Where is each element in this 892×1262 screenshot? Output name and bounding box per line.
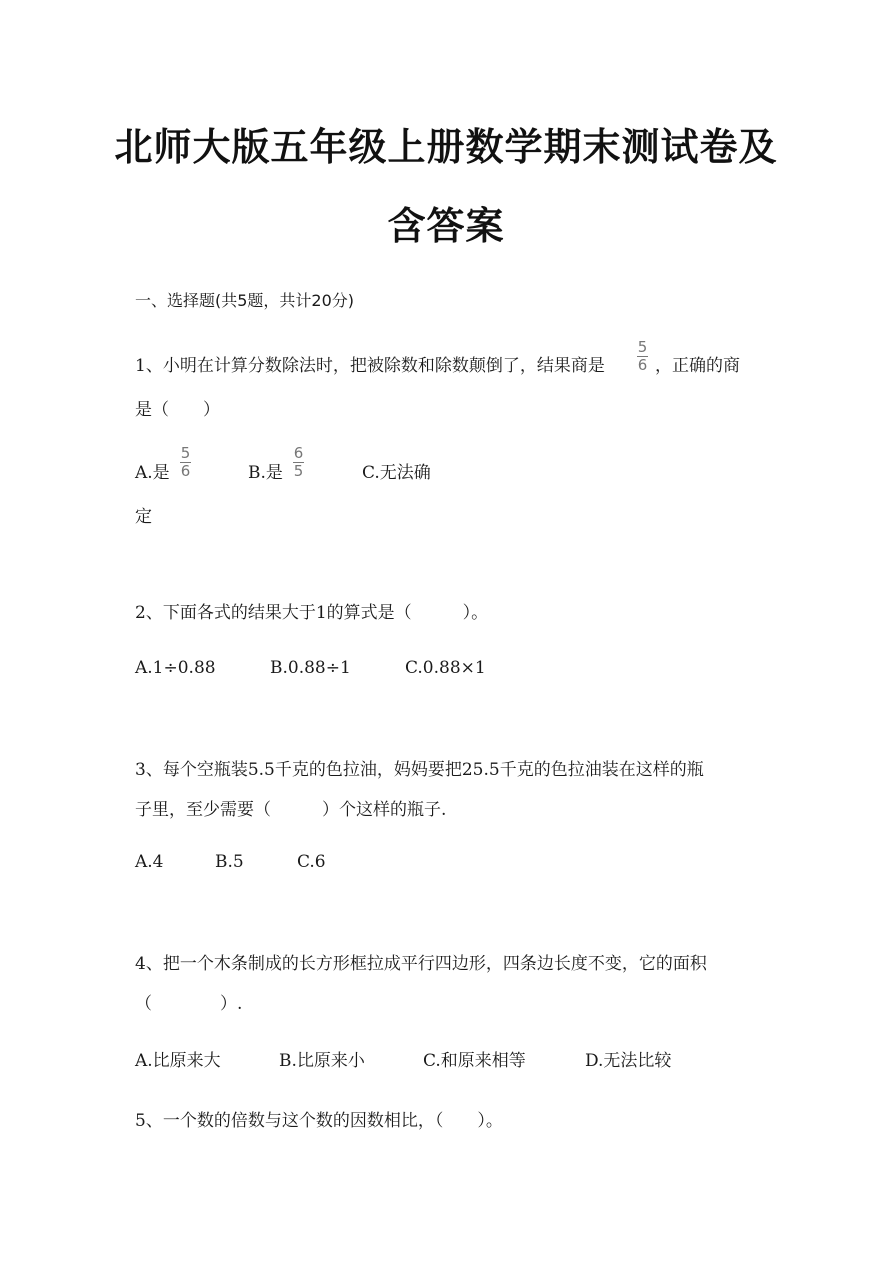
- q3-stem-line1: 3、每个空瓶装5.5千克的色拉油，妈妈要把25.5千克的色拉油装在这样的瓶: [135, 760, 704, 780]
- q2-option-a: A.1÷0.88: [135, 658, 216, 678]
- q5-stem: 5、一个数的倍数与这个数的因数相比，（ ）。: [135, 1111, 503, 1131]
- q1-stem-part3: 是（ ）: [135, 400, 220, 420]
- q1-option-c: C.无法确: [362, 463, 431, 483]
- q1-fraction: [637, 340, 648, 373]
- fraction-numerator: 6: [293, 444, 304, 462]
- q3-option-a: A.4: [135, 852, 164, 872]
- q2-option-c: C.0.88×1: [405, 658, 486, 678]
- q3-option-b: B.5: [215, 852, 244, 872]
- q1-stem-part2: ，正确的商: [655, 356, 740, 376]
- q1-fraction-denominator: 6: [637, 356, 648, 374]
- page-title-line1: 北师大版五年级上册数学期末测试卷及: [114, 125, 778, 169]
- q2-stem: 2、下面各式的结果大于1的算式是（ ）。: [135, 603, 489, 623]
- fraction-denominator: 5: [293, 462, 304, 480]
- q1-option-a: A.是: [135, 463, 170, 483]
- q4-stem-line1: 4、把一个木条制成的长方形框拉成平行四边形，四条边长度不变，它的面积: [135, 954, 707, 974]
- q1-stem-part1: 1、小明在计算分数除法时，把被除数和除数颠倒了，结果商是: [135, 356, 605, 376]
- q4-option-c: C.和原来相等: [423, 1051, 526, 1071]
- fraction-numerator: 5: [180, 444, 191, 462]
- page-title-line2: 含答案: [387, 204, 505, 248]
- q4-option-a: A.比原来大: [135, 1051, 221, 1071]
- q1-option-b: B.是: [248, 463, 283, 483]
- q2-option-b: B.0.88÷1: [270, 658, 351, 678]
- q1-option-a-fraction: [180, 446, 191, 479]
- fraction-denominator: 6: [180, 462, 191, 480]
- q1-fraction-numerator: 5: [637, 338, 648, 356]
- q4-option-b: B.比原来小: [279, 1051, 365, 1071]
- q3-stem-line2: 子里，至少需要（ ）个这样的瓶子.: [135, 800, 447, 820]
- section-heading: 一、选择题(共5题，共计20分): [135, 291, 355, 310]
- q4-stem-line2: （ ）.: [135, 994, 243, 1014]
- q3-option-c: C.6: [297, 852, 326, 872]
- q1-option-c-continued: 定: [135, 507, 152, 527]
- q1-option-b-fraction: [293, 446, 304, 479]
- q4-option-d: D.无法比较: [585, 1051, 672, 1071]
